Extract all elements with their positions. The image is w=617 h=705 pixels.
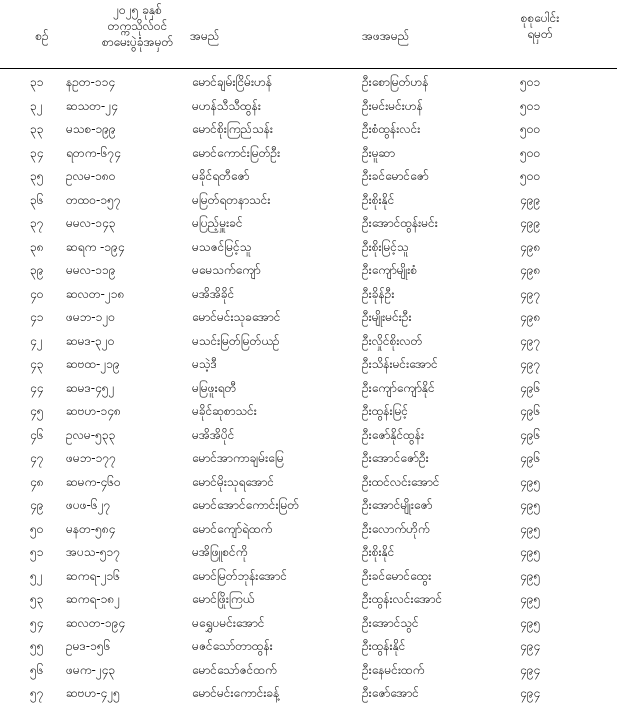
exam-roll-cell: ဖမဘ-၁၂၀ [66, 310, 115, 324]
serial-no-cell: ၃၉ [30, 263, 44, 277]
father-name-cell: ဦးထွန်းလင်းအောင် [362, 592, 443, 606]
name-cell: မမြတ်ရတနာသင်း [192, 192, 271, 207]
exam-roll-cell: ဖမဘ-၁၇၇ [66, 451, 116, 465]
serial-no-cell: ၅၇ [30, 686, 44, 700]
serial-no-cell: ၄၁ [30, 310, 44, 324]
father-name-cell: ဦးစောမြတ်ဟန် [362, 75, 429, 89]
serial-no-cell: ၅၁ [30, 545, 44, 559]
total-marks-cell: ၅၀၀ [520, 122, 541, 136]
table-row [0, 329, 617, 353]
name-cell: မမြဖူးရတီ [192, 380, 237, 395]
exam-roll-cell: ဆမဒ-၃၂၀ [66, 333, 115, 348]
table-row [0, 117, 617, 141]
total-marks-cell: ၄၉၄ [520, 639, 541, 653]
father-name-cell: ဦးစံထွန်းလင်း [362, 122, 421, 136]
total-marks-cell: ၄၉၅ [520, 545, 541, 559]
exam-roll-cell: ဖပဖ-၆၂၇ [66, 498, 111, 512]
serial-no-cell: ၃၅ [30, 169, 44, 183]
name-cell: မောင်မိုးသုရအောင် [192, 474, 275, 489]
table-row [0, 258, 617, 282]
serial-no-cell: ၄၃ [30, 357, 44, 371]
name-cell: မောင်မြတ်ဘုန်းအောင် [192, 568, 287, 583]
exam-roll-cell: အပသ-၅၁၇ [66, 545, 121, 559]
table-row [0, 235, 617, 259]
exam-roll-cell: ဖမက-၂၄၃ [66, 662, 116, 677]
table-row [0, 188, 617, 212]
total-marks-cell: ၅၀၀ [520, 145, 541, 160]
father-name-cell: ဦးအောင်မျိုးဇော် [362, 498, 433, 512]
table-row [0, 634, 617, 658]
total-marks-cell: ၄၉၇ [520, 333, 541, 348]
header-total-marks [500, 10, 580, 42]
total-marks-cell: ၄၉၇ [520, 286, 541, 301]
name-cell: မပြည့်မှူးခင် [192, 216, 243, 230]
exam-roll-cell: မနတ-၅၈၄ [66, 521, 116, 536]
total-marks-cell: ၄၉၅ [520, 592, 541, 606]
name-cell: မောင်စိုးကြည်သန်း [192, 122, 273, 136]
father-name-cell: ဦးအောင်ဇော်ဦး [362, 451, 429, 465]
serial-no-cell: ၃၆ [30, 192, 44, 207]
total-marks-cell: ၄၉၉ [520, 192, 541, 207]
father-name-cell: ဦးဇော်အောင် [362, 686, 419, 700]
serial-no-cell: ၃၈ [30, 239, 44, 254]
name-cell: မောင်အောင်ကောင်းမြတ် [192, 498, 300, 512]
table-row [0, 164, 617, 188]
exam-roll-cell: တထ၀-၁၅၇ [66, 192, 121, 207]
exam-roll-cell: ဆမဒ-၄၅၂ [66, 380, 115, 395]
exam-roll-cell: မသစ-၁၉၉ [66, 122, 116, 136]
exam-roll-cell: ဆမက-၄၆၀ [66, 474, 121, 489]
total-marks-cell: ၄၉၉ [520, 216, 541, 230]
father-name-cell: ဦးစိုးနိုင် [362, 192, 395, 207]
exam-roll-cell: ဆရက -၁၉၄ [66, 239, 125, 254]
name-cell: မအိအိခိုင် [192, 286, 235, 301]
total-marks-cell: ၄၉၅ [520, 474, 541, 489]
exam-roll-cell: ဥလမ-၅၃၃ [66, 427, 116, 442]
exam-roll-cell: ဆလတ-၂၁၈ [66, 286, 125, 301]
name-cell: မောင်မင်းသုခအောင် [192, 310, 281, 324]
father-name-cell: ဦးလှိုင်စိုးလတ် [362, 333, 423, 348]
exam-roll-cell: ဆဗဟ-၄၂၅ [66, 686, 120, 700]
name-cell: မောင်သော်ဇင်ထက် [192, 662, 277, 677]
table-row [0, 70, 617, 94]
table-row [0, 352, 617, 376]
header-exam-roll [80, 2, 195, 50]
table-row [0, 446, 617, 470]
name-cell: မောင်အာကာချမ်းမြေ [192, 451, 284, 465]
header-exam-roll-line1: ၂၀၂၅ ခုနှစ် [113, 3, 162, 17]
name-cell: မောင်ဖြိုးကြယ် [192, 592, 255, 606]
serial-no-cell: ၄၆ [30, 427, 44, 442]
father-name-cell: ဦးခင်မောင်ထွေး [362, 568, 432, 583]
exam-roll-cell: မမလ-၁၄၃ [66, 216, 116, 230]
serial-no-cell: ၃၂ [30, 98, 43, 113]
serial-no-cell: ၄၇ [30, 451, 44, 465]
exam-roll-cell: ဥလမ-၁၈၀ [66, 169, 116, 183]
table-row [0, 399, 617, 423]
table-row [0, 611, 617, 635]
exam-roll-cell: ဆကရ-၂၁၆ [66, 568, 120, 583]
total-marks-cell: ၄၉၄ [520, 686, 541, 700]
exam-roll-cell: ရတက-၆၇၄ [66, 145, 121, 160]
name-cell: မအိဖြူစင်ကို [192, 545, 248, 559]
serial-no-cell: ၄၅ [30, 404, 44, 418]
father-name-cell: ဦးမျိုးမင်းဦး [362, 310, 412, 324]
table-row [0, 658, 617, 682]
header-exam-roll-line2: တက္ကသိုလ်ဝင် [107, 19, 168, 33]
table-header [0, 0, 617, 68]
father-name-cell: ဦးထွန်းမြင့် [362, 404, 409, 418]
father-name-cell: ဦးခင်မောင်ဇော် [362, 169, 429, 183]
name-cell: မဟန်သီသီထွန်း [192, 98, 261, 113]
father-name-cell: ဦးထင်လင်းအောင် [362, 474, 440, 489]
serial-no-cell: ၄၄ [30, 380, 44, 395]
exam-roll-cell: ဆဗထ-၂၁၉ [66, 357, 120, 371]
name-cell: မမေသက်ကျော် [192, 263, 261, 277]
total-marks-cell: ၄၉၆ [520, 427, 541, 442]
serial-no-cell: ၄၀ [30, 286, 44, 301]
exam-roll-cell: ဥမဒ-၁၅၆ [66, 639, 111, 653]
exam-roll-cell: ဆကရ-၁၈၂ [66, 592, 121, 606]
serial-no-cell: ၃၁ [30, 75, 44, 89]
father-name-cell: ဦးစိုးနိုင် [362, 545, 395, 559]
father-name-cell: ဦးအောင်သွင် [362, 615, 419, 630]
table-row [0, 470, 617, 494]
header-exam-roll-line3: စာမေးပွဲခုံအမှတ် [101, 35, 174, 49]
total-marks-cell: ၅၀၀ [520, 169, 541, 183]
exam-roll-cell: မမလ-၁၁၉ [66, 263, 116, 277]
total-marks-cell: ၄၉၅ [520, 498, 541, 512]
table-row [0, 587, 617, 611]
total-marks-cell: ၄၉၄ [520, 662, 541, 677]
serial-no-cell: ၄၈ [30, 474, 44, 489]
serial-no-cell: ၅၀ [30, 521, 44, 536]
exam-roll-cell: နဥတ-၁၁၄ [66, 75, 116, 89]
table-row [0, 681, 617, 705]
serial-no-cell: ၅၄ [30, 615, 44, 630]
table-row [0, 376, 617, 400]
serial-no-cell: ၃၃ [30, 122, 44, 136]
name-cell: မအိအိပိုင် [192, 427, 235, 442]
table-row [0, 141, 617, 165]
name-cell: မောင်ချမ်းငြိမ်းဟန် [192, 75, 273, 89]
serial-no-cell: ၅၆ [30, 662, 44, 677]
name-cell: မခိုင်ရတီဇော် [192, 169, 250, 183]
father-name-cell: ဦးကျော်မျိုးစံ [362, 263, 418, 277]
father-name-cell: ဦးမူဆာ [362, 145, 396, 160]
serial-no-cell: ၅၅ [30, 639, 44, 653]
name-cell: မခိုင်ဆုစာသင်း [192, 404, 257, 418]
table-row [0, 282, 617, 306]
name-cell: မောင်မင်းကောင်းခန့် [192, 686, 280, 700]
father-name-cell: ဦးဇော်နိုင်ထွန်း [362, 427, 425, 442]
table-row [0, 423, 617, 447]
header-total-line1: စုစုပေါင်း [520, 11, 560, 25]
total-marks-cell: ၅၀၁ [520, 75, 541, 89]
exam-roll-cell: ဆဗဟ-၁၄၈ [66, 404, 121, 418]
name-cell: မသဲ့ဒီ [192, 357, 217, 371]
total-marks-cell: ၄၉၈ [520, 263, 541, 277]
table-row [0, 94, 617, 118]
serial-no-cell: ၃၄ [30, 145, 44, 160]
serial-no-cell: ၅၂ [30, 568, 43, 583]
serial-no-cell: ၃၇ [30, 216, 44, 230]
father-name-cell: ဦးမင်းမင်းဟန် [362, 98, 423, 113]
father-name-cell: ဦးထွန်းနိုင် [362, 639, 406, 653]
header-serial-no: စဉ် [35, 29, 49, 43]
total-marks-cell: ၄၉၅ [520, 521, 541, 536]
table-row [0, 564, 617, 588]
exam-roll-cell: ဆလတ-၁၉၄ [66, 615, 126, 630]
total-marks-cell: ၄၉၆ [520, 404, 541, 418]
father-name-cell: ဦးလောက်ဟိုက် [362, 521, 430, 536]
father-name-cell: ဦးနေမင်းထက် [362, 662, 425, 677]
header-total-line2: ရမှတ် [527, 27, 553, 41]
father-name-cell: ဦးစိုးမြင့်သူ [362, 239, 409, 254]
serial-no-cell: ၅၃ [30, 592, 44, 606]
serial-no-cell: ၄၉ [30, 498, 44, 512]
total-marks-cell: ၅၀၁ [520, 98, 541, 113]
table-row [0, 540, 617, 564]
total-marks-cell: ၄၉၆ [520, 451, 541, 465]
total-marks-cell: ၄၉၆ [520, 380, 541, 395]
total-marks-cell: ၄၉၅ [520, 615, 541, 630]
name-cell: မသင်းမြတ်မြတ်ယဉ် [192, 333, 280, 348]
total-marks-cell: ၄၉၅ [520, 568, 541, 583]
name-cell: မဇင်သော်တာထွန်း [192, 639, 273, 653]
table-row [0, 493, 617, 517]
father-name-cell: ဦးခိုန်ဦး [362, 286, 395, 301]
exam-roll-cell: ဆသတ-၂၄ [66, 98, 118, 113]
total-marks-cell: ၄၉၈ [520, 310, 541, 324]
table-row [0, 211, 617, 235]
father-name-cell: ဦးကျော်ကျော်နိုင် [362, 380, 435, 395]
table-row [0, 517, 617, 541]
father-name-cell: ဦးသိန်းမင်းအောင် [362, 357, 438, 371]
name-cell: မရွှေပမင်းအောင် [192, 615, 265, 630]
total-marks-cell: ၄၉၇ [520, 357, 541, 371]
name-cell: မောင်ကောင်းမြတ်ဦး [192, 145, 281, 160]
name-cell: မောင်ကျော်ရဲထက် [192, 521, 273, 536]
table-row [0, 305, 617, 329]
header-father-name: အဖအမည် [362, 29, 410, 43]
header-divider [0, 68, 617, 69]
father-name-cell: ဦးအောင်ထွန်းမင်း [362, 216, 438, 230]
header-name: အမည် [190, 29, 220, 43]
serial-no-cell: ၄၂ [30, 333, 43, 348]
name-cell: မသဇင်မြင့်သူ [192, 239, 252, 254]
total-marks-cell: ၄၉၈ [520, 239, 541, 254]
